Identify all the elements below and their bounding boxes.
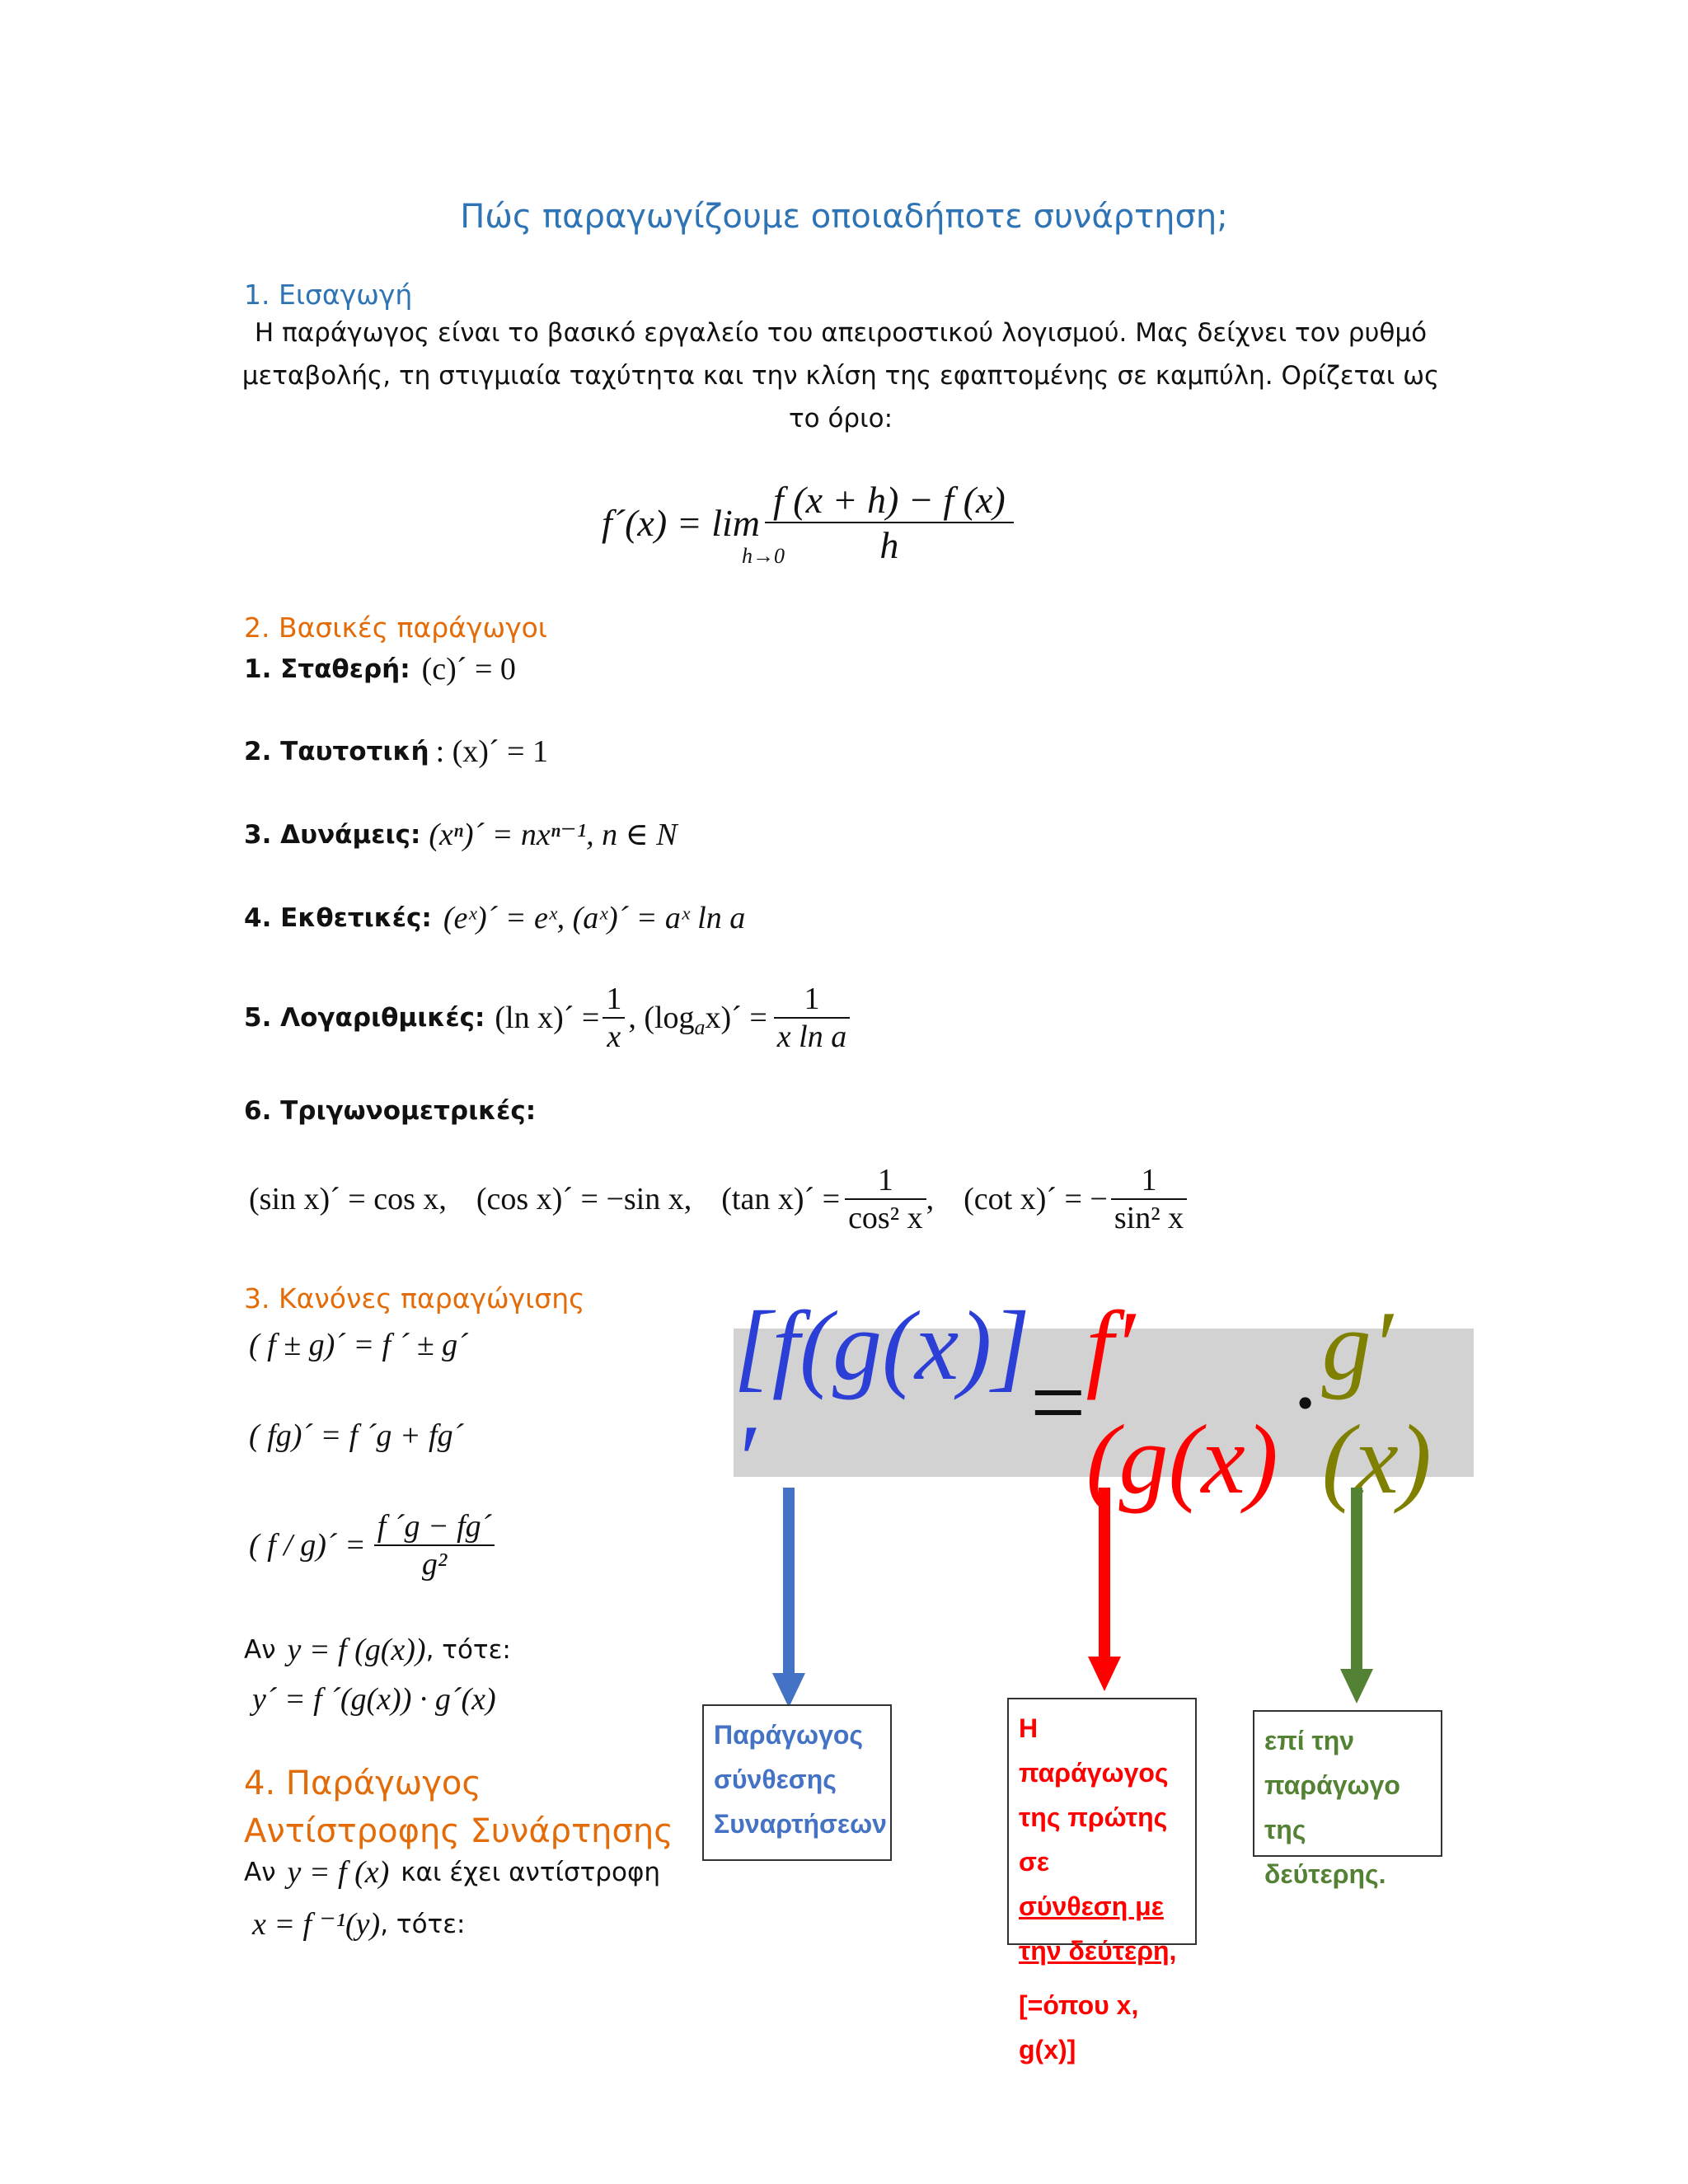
rule-label: 2. Ταυτοτική: [244, 737, 429, 766]
trig-tan-comma: ,: [926, 1182, 935, 1216]
trig-cos: (cos x)´ = −sin x,: [476, 1182, 692, 1216]
box-line: Η παράγωγος: [1019, 1713, 1169, 1788]
arrow-red: [1088, 1488, 1121, 1691]
section-4-heading-line-1: 4. Παράγωγος: [244, 1765, 481, 1802]
box-line: σύνθεση με: [1019, 1891, 1164, 1921]
trig-cot-den: sin² x: [1114, 1201, 1184, 1235]
trig-tan: (tan x)´ =: [721, 1182, 841, 1216]
rule-formula: (c)´ = 0: [421, 652, 516, 687]
box-line: παράγωγο της: [1264, 1770, 1400, 1844]
banner-lhs: [f(g(x)]′: [734, 1291, 1030, 1514]
inverse-text: και έχει αντίστροφη: [401, 1858, 661, 1887]
rule-label: 3. Δυνάμεις:: [244, 819, 421, 850]
rule-label: 4. Εκθετικές:: [244, 903, 432, 933]
log-formula-2b: x)´ =: [705, 1001, 767, 1035]
rule-formula: : (x)´ = 1: [435, 734, 549, 769]
definition-denominator: h: [879, 524, 899, 566]
log-formula-1: (ln x)´ =: [495, 1001, 600, 1035]
rule-formula: (eˣ)´ = eˣ, (aˣ)´ = aˣ ln a: [443, 901, 746, 935]
rule-label: 6. Τριγωνομετρικές:: [244, 1096, 537, 1126]
banner-inner: g′(x): [1321, 1291, 1432, 1514]
section-4-heading-line-2: Αντίστροφης Συνάρτησης: [244, 1812, 673, 1850]
rule-product: ( fg)´ = f ´g + fg´: [249, 1418, 464, 1453]
chain-intro-then: , τότε:: [425, 1635, 511, 1665]
box-line: Παράγωγος: [714, 1720, 864, 1750]
rule-sum: ( f ± g)´ = f ´ ± g´: [249, 1328, 468, 1362]
quotient-num: f ´g − fg´: [374, 1508, 495, 1546]
log-formula-2: , (log: [628, 1001, 695, 1035]
intro-paragraph: Η παράγωγος είναι το βασικό εργαλείο του απειροστικού λογισμού. Μας δείχνει τον ρυθμό μεταβολής, τη στιγμιαία ταχύτητα και την κλίση της εφαπτομένης σε καμπύλη. Ορίζεται ως το όριο:: [241, 318, 1440, 434]
box-line: [=όπου x, g(x)]: [1019, 1990, 1139, 2064]
log-num-2: 1: [774, 981, 850, 1019]
section-1-heading: 1. Εισαγωγή: [244, 279, 413, 311]
log-den-2: x ln a: [776, 1019, 847, 1054]
box-line: σύνθεσης: [714, 1765, 837, 1794]
section-2-heading: 2. Βασικές παράγωγοι: [244, 612, 547, 644]
trig-tan-num: 1: [845, 1162, 926, 1200]
arrow-green: [1340, 1488, 1373, 1704]
log-den-1: x: [607, 1019, 621, 1054]
rule-label: 1. Σταθερή:: [244, 654, 410, 684]
box-line: Συναρτήσεων: [714, 1809, 887, 1839]
trig-cot-num: 1: [1111, 1162, 1187, 1200]
log-num-1: 1: [603, 981, 625, 1019]
chain-intro-formula: y = f (g(x)): [287, 1633, 426, 1667]
quotient-den: g²: [421, 1547, 448, 1582]
box-composition-derivative: [702, 1704, 892, 1861]
inverse-then: , τότε:: [380, 1909, 466, 1939]
trig-sin: (sin x)´ = cos x,: [249, 1182, 447, 1216]
page-title: Πώς παραγωγίζουμε οποιαδήποτε συνάρτηση;: [460, 198, 1228, 236]
rule-label: 5. Λογαριθμικές:: [244, 1003, 485, 1033]
box-outer-derivative: [1007, 1698, 1197, 2064]
inverse-formula-2: x = f ⁻¹(y): [252, 1907, 381, 1942]
box-line: δεύτερης.: [1264, 1859, 1386, 1889]
inverse-if: Αν: [244, 1858, 276, 1887]
rule-formula: (xⁿ)´ = nxⁿ⁻¹, n ∈ N: [429, 818, 678, 852]
chain-intro-if: Αν: [244, 1635, 276, 1665]
trig-tan-den: cos² x: [848, 1201, 923, 1235]
banner-dot: ·: [1288, 1347, 1322, 1457]
banner-equals: =: [1029, 1347, 1086, 1457]
box-line: της πρώτης σε: [1019, 1802, 1168, 1877]
quotient-lhs: ( f / g)´ =: [249, 1528, 366, 1563]
box-inner-derivative: [1253, 1710, 1442, 1889]
definition-numerator: f (x + h) − f (x): [765, 478, 1014, 523]
banner-outer: f′(g(x): [1085, 1291, 1278, 1514]
limit-subscript: h→0: [742, 543, 785, 568]
definition-lhs: f´(x) = lim: [602, 501, 760, 544]
chain-rule: y´ = f ´(g(x)) · g´(x): [252, 1682, 496, 1717]
box-line: [1019, 1795, 1185, 1884]
section-3-heading: 3. Κανόνες παραγώγισης: [244, 1282, 585, 1315]
arrow-blue: [772, 1488, 805, 1708]
inverse-formula: y = f (x): [287, 1855, 390, 1890]
trig-cot: (cot x)´ = −: [964, 1182, 1108, 1216]
box-line: την δεύτερη,: [1019, 1936, 1177, 1966]
box-line: επί την: [1264, 1726, 1355, 1755]
log-base: a: [694, 1015, 706, 1039]
